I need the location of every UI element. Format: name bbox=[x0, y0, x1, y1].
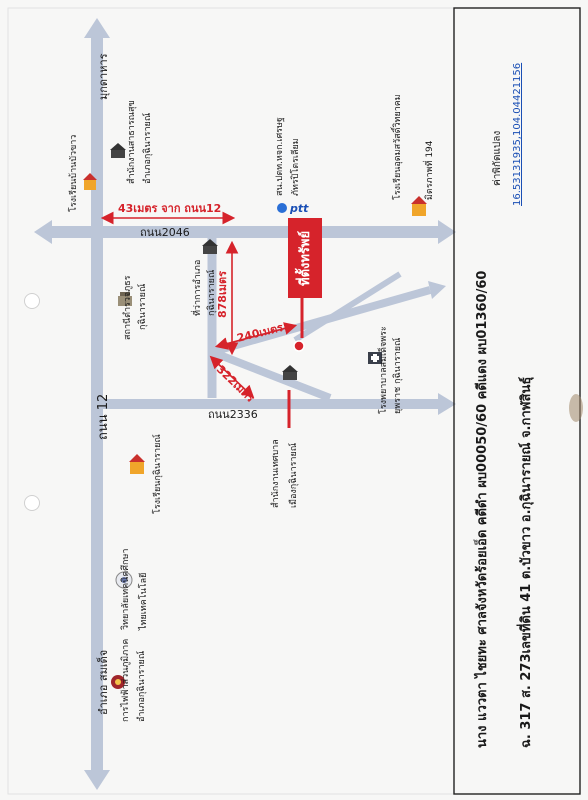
label-college-1: วิทยาลัยเทคนิคศึกษา bbox=[121, 548, 131, 630]
road-12-arrow-top bbox=[84, 18, 110, 38]
label-police-1: สถานีตำรวจภูธร bbox=[123, 275, 133, 340]
punch-hole-bottom bbox=[24, 495, 40, 511]
title-line-2: ฉ. 317 ส. 273เลขที่ดิน 41 ต.บัวขาว อ.กุฉินารายณ์ จ.กาฬสินธุ์ bbox=[519, 376, 534, 748]
road-label-2046: ถนน2046 bbox=[140, 226, 190, 239]
ptt-logo-icon bbox=[277, 203, 287, 213]
coordinates-link[interactable]: 16.53131935,104.04421156 bbox=[512, 62, 523, 206]
label-health-office-2: อำเภอกุฉินารายณ์ bbox=[143, 112, 153, 184]
road-2336-arrow-right bbox=[438, 393, 456, 415]
label-pea-2: อำเภอกุฉินารายณ์ bbox=[137, 650, 147, 722]
coordinates-label: ค่าพิกัดแปลง bbox=[492, 130, 503, 186]
road-2046-arrow-left bbox=[34, 220, 52, 244]
label-school-kuchinarai: โรงเรียนกุฉินารายณ์ bbox=[153, 434, 163, 514]
property-pin-icon bbox=[294, 341, 304, 351]
label-police-2: กุฉินารายณ์ bbox=[138, 283, 148, 330]
label-hospital-2: ยุพราช กุฉินารายณ์ bbox=[393, 337, 403, 414]
road-label-2336: ถนน2336 bbox=[208, 408, 258, 421]
direction-mukdahan: มุกดาหาร bbox=[97, 53, 110, 100]
paper-stain bbox=[569, 394, 583, 422]
school-icon-kuchinarai bbox=[129, 454, 145, 474]
label-school-udom-1: โรงเรียนอุดมสวัสดิ์วิทยาคม bbox=[393, 94, 403, 200]
ptt-brand-label: ptt bbox=[290, 202, 309, 215]
diagonal-road-a-arrow bbox=[428, 281, 446, 299]
government-building-icon-health bbox=[110, 143, 126, 158]
label-health-office-1: สำนักงานสาธารณสุข bbox=[127, 100, 137, 184]
distance-878-label: 878เมตร bbox=[216, 270, 229, 318]
road-label-12: ถนน 12 bbox=[96, 393, 111, 440]
property-label: ที่ตั้งทรัพย์ bbox=[298, 230, 313, 286]
government-building-icon-municipality bbox=[282, 365, 298, 380]
ptt-station-name-1: สน.ปตท.หจก.เศรษฐ bbox=[275, 117, 285, 196]
distance-43-label: 43เมตร จาก ถนน12 bbox=[118, 202, 222, 215]
label-school-banbuakhao: โรงเรียนบ้านบัวขาว bbox=[69, 134, 79, 212]
label-municipality-2: เมืองกุฉินารายณ์ bbox=[289, 442, 299, 508]
label-hospital-1: โรงพยาบาลสมเด็จพระ bbox=[379, 326, 389, 414]
label-college-2: ไทยเทคโนโลยี bbox=[139, 572, 149, 630]
punch-hole-top bbox=[24, 293, 40, 309]
label-district-office-2: กุฉินารายณ์ bbox=[207, 269, 217, 316]
title-line-1: นาง แววตา ไชยทะ ศาลจังหวัดร้อยเอ็ด คดีดำ ผบ00050/60 คดีแดง ผบ01360/60 bbox=[475, 270, 490, 748]
label-district-office-1: ที่ว่าการอำเภอ bbox=[193, 259, 203, 316]
road-2046-arrow-right bbox=[438, 220, 456, 244]
ptt-station-name-2: ภัทรปิโตรเลียม bbox=[291, 138, 301, 196]
distance-322-label: 322เมตร bbox=[213, 362, 257, 405]
label-pea-1: การไฟฟ้าส่วนภูมิภาค bbox=[121, 638, 131, 722]
distance-240-label: 240เมตร bbox=[235, 320, 285, 345]
direction-somdet: อำเภอ สมเด็จ bbox=[97, 649, 110, 715]
label-school-udom-2: มิตรภาพที่ 194 bbox=[425, 140, 435, 200]
road-12-arrow-bottom bbox=[84, 770, 110, 790]
label-municipality-1: สำนักงานเทศบาล bbox=[271, 439, 281, 508]
